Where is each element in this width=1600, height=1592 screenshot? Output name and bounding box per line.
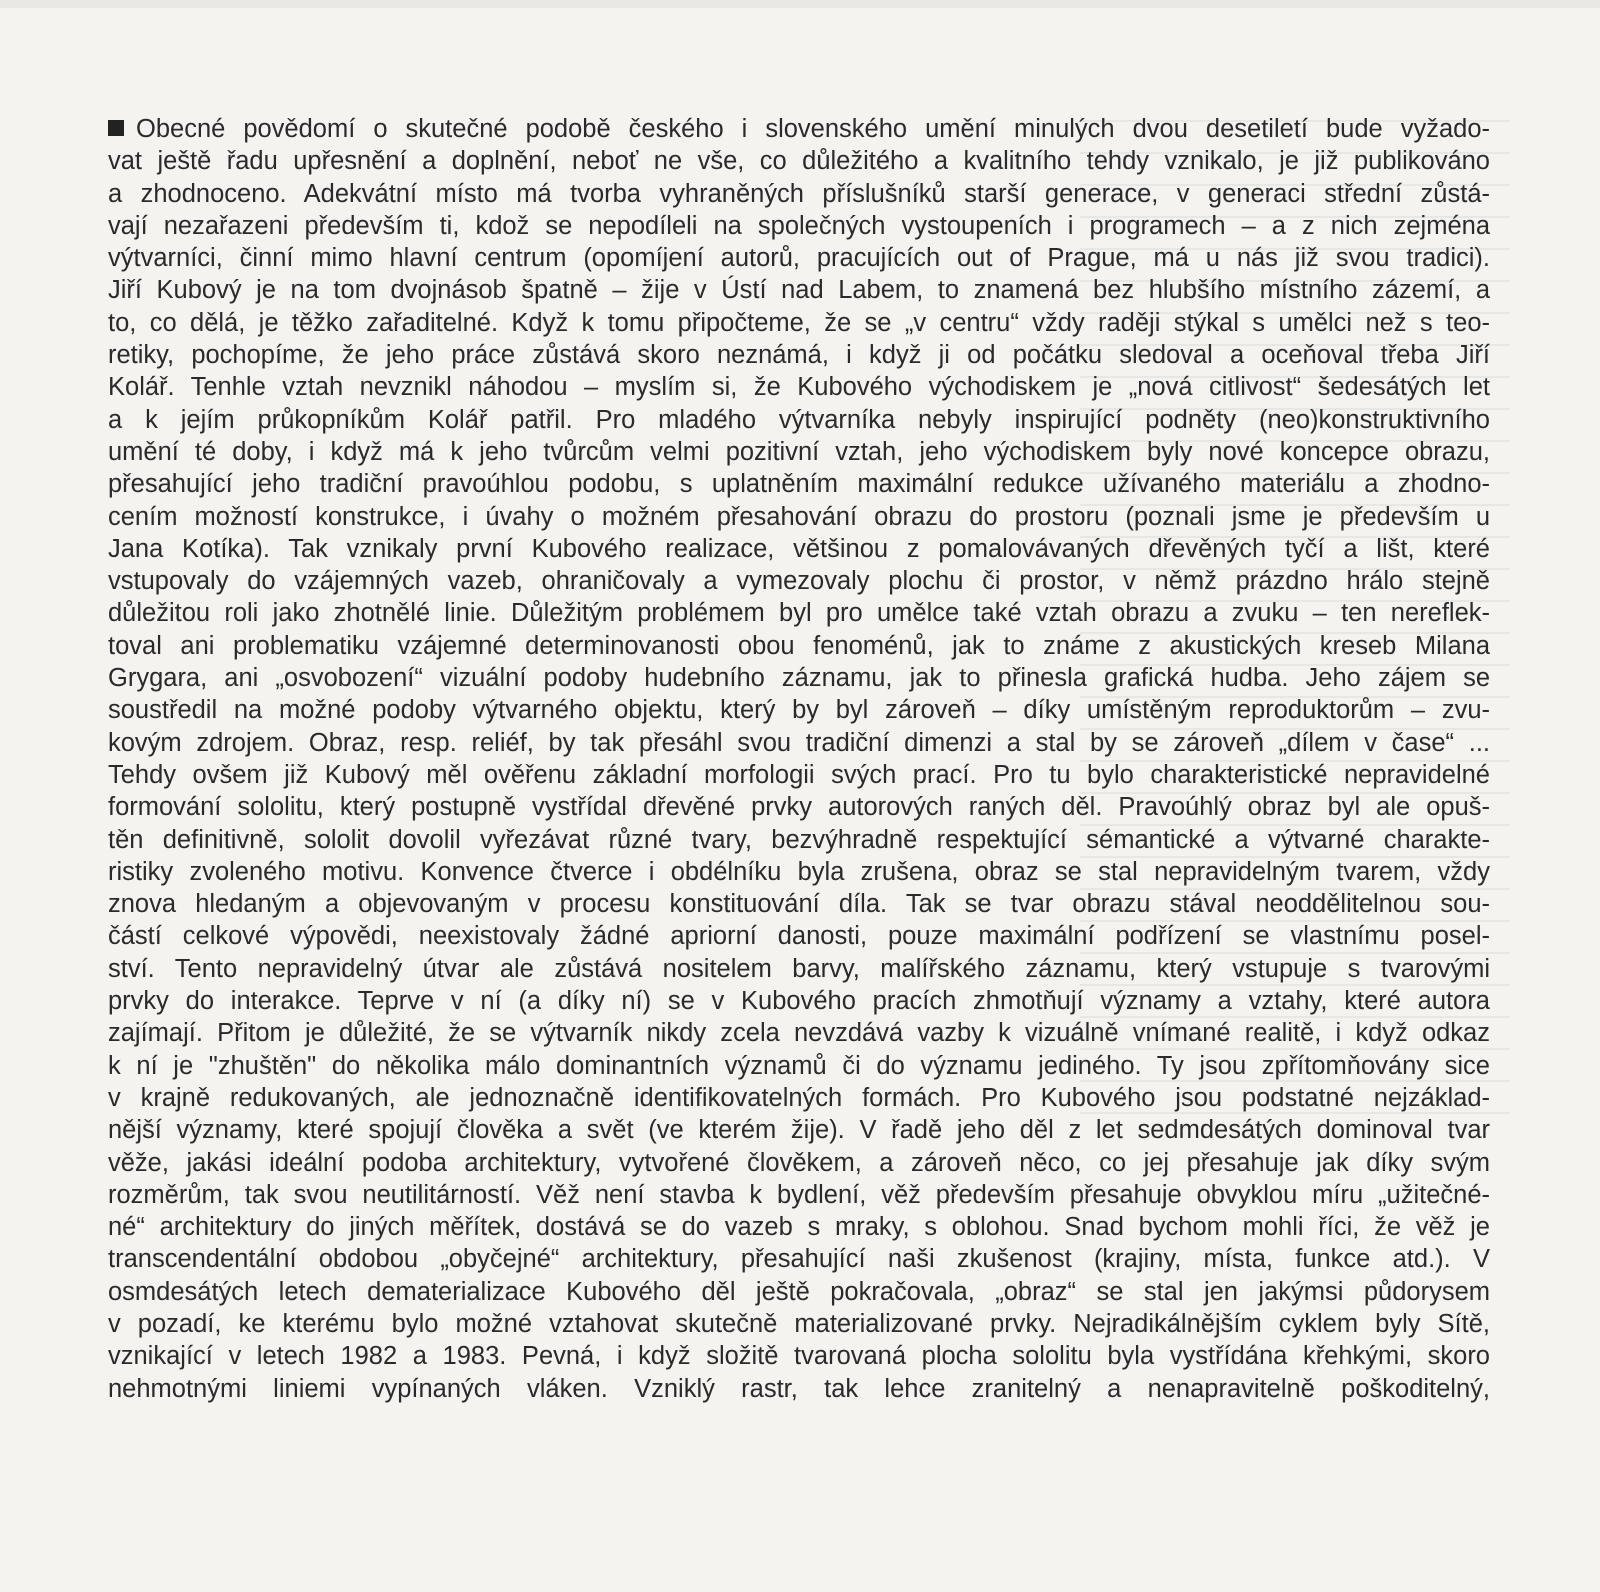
article-line: vají nezařazeni především ti, kdož se nepodíleli na společných vystoupeních i programech – a z nich zejména (108, 211, 1490, 240)
article-line: znova hledaným a objevovaným v procesu konstituování díla. Tak se tvar obrazu stával neoddělitelnou sou- (108, 890, 1490, 919)
article-line: v krajně redukovaných, ale jednoznačně identifikovatelných formách. Pro Kubového jsou podstatné nejzáklad- (108, 1083, 1490, 1112)
article-line: nější významy, které spojují člověka a svět (ve kterém žije). V řadě jeho děl z let sedmdesátých dominoval tvar (108, 1116, 1490, 1145)
article-line: cením možností konstrukce, i úvahy o možném přesahování obrazu do prostoru (poznali jsme je především u (108, 502, 1490, 531)
article-line: ství. Tento nepravidelný útvar ale zůstává nositelem barvy, malířského záznamu, který vstupuje s tvarovými (108, 954, 1490, 983)
square-bullet-icon (108, 120, 124, 136)
article-line: těn definitivně, sololit dovolil vyřezávat různé tvary, bezvýhradně respektující sémantické a výtvarné charakte- (108, 825, 1490, 854)
article-line: výtvarníci, činní mimo hlavní centrum (opomíjení autorů, pracujících out of Prague, má u nás již svou tradici). (108, 244, 1490, 273)
page-top-edge (0, 0, 1600, 8)
article-line: né“ architektury do jiných měřítek, dostává se do vazeb s mraky, s oblohou. Snad bychom mohli říci, že věž je (108, 1213, 1490, 1242)
article-line: vstupovaly do vzájemných vazeb, ohraničovaly a vymezovaly plochu či prostor, v němž prázdno hrálo stejně (108, 567, 1490, 596)
article-line: nehmotnými liniemi vypínaných vláken. Vzniklý rastr, tak lehce zranitelný a nenapravitelně poškoditelný, (108, 1374, 1490, 1403)
article-line: osmdesátých letech dematerializace Kubového děl ještě pokračovala, „obraz“ se stal jen jakýmsi půdorysem (108, 1277, 1490, 1306)
article-line: Jiří Kubový je na tom dvojnásob špatně – žije v Ústí nad Labem, to znamená bez hlubšího místního zázemí, a (108, 276, 1490, 305)
article-line: formování sololitu, který postupně vystřídal dřevěné prvky autorových raných děl. Pravoúhlý obraz byl ale opuš- (108, 793, 1490, 822)
article-line: kovým zdrojem. Obraz, resp. reliéf, by tak přesáhl svou tradiční dimenzi a stal by se zároveň „dílem v čase“ ... (108, 728, 1490, 757)
article-line: ristiky zvoleného motivu. Konvence čtverce i obdélníku byla zrušena, obraz se stal nepravidelným tvarem, vždy (108, 857, 1490, 886)
article-line: Tehdy ovšem již Kubový měl ověřenu základní morfologii svých prací. Pro tu bylo charakteristické nepravidelné (108, 760, 1490, 789)
article-line: soustředil na možné podoby výtvarného objektu, který by byl zároveň – díky umístěným reproduktorům – zvu- (108, 696, 1490, 725)
article-line: transcendentální obdobou „obyčejné“ architektury, přesahující naši zkušenost (krajiny, místa, funkce atd.). V (108, 1245, 1490, 1274)
article-line: důležitou roli jako zhotnělé linie. Důležitým problémem byl pro umělce také vztah obrazu a zvuku – ten nereflek- (108, 599, 1490, 628)
article-line: vznikající v letech 1982 a 1983. Pevná, i když složitě tvarovaná plocha sololitu byla vystřídána křehkými, skoro (108, 1342, 1490, 1371)
article-line: k ní je "zhuštěn" do několika málo dominantních významů či do významu jediného. Ty jsou zpřítomňovány sice (108, 1051, 1490, 1080)
article-line: přesahující jeho tradiční pravoúhlou podobu, s uplatněním maximální redukce užívaného materiálu a zhodno- (108, 470, 1490, 499)
article-line: věže, jakási ideální podoba architektury, vytvořené člověkem, a zároveň něco, co jej přesahuje jak díky svým (108, 1148, 1490, 1177)
article-line: to, co dělá, je těžko zařaditelné. Když k tomu připočteme, že se „v centru“ vždy raději stýkal s umělci než s teo- (108, 308, 1490, 337)
article-line: a k jejím průkopníkům Kolář patřil. Pro mladého výtvarníka nebyly inspirující podněty (neo)konstruktivního (108, 405, 1490, 434)
article-line: prvky do interakce. Teprve v ní (a díky ní) se v Kubového pracích zhmotňují významy a vztahy, které autora (108, 987, 1490, 1016)
article-line: a zhodnoceno. Adekvátní místo má tvorba vyhraněných příslušníků starší generace, v generaci střední zůstá- (108, 179, 1490, 208)
article-line: v pozadí, ke kterému bylo možné vztahovat skutečně materializované prvky. Nejradikálnějším cyklem byly Sítě, (108, 1309, 1490, 1338)
article-line: rozměrům, tak svou neutilitárností. Věž není stavba k bydlení, věž především přesahuje obvyklou míru „užitečné- (108, 1180, 1490, 1209)
article-line: umění té doby, i když má k jeho tvůrcům velmi pozitivní vztah, jeho východiskem byly nové koncepce obrazu, (108, 437, 1490, 466)
article-line: Obecné povědomí o skutečné podobě českého i slovenského umění minulých dvou desetiletí bude vyžado- (108, 113, 1490, 145)
article-line: Kolář. Tenhle vztah nevznikl náhodou – myslím si, že Kubového východiskem je „nová citlivost“ šedesátých let (108, 373, 1490, 402)
article-body (108, 113, 1490, 1405)
article-line: částí celkové výpovědi, neexistovaly žádné apriorní danosti, pouze maximální podřízení se vlastnímu posel- (108, 922, 1490, 951)
article-line: Jana Kotíka). Tak vznikaly první Kubového realizace, většinou z pomalovávaných dřevěných tyčí a lišt, které (108, 534, 1490, 563)
article-line: toval ani problematiku vzájemné determinovanosti obou fenoménů, jak to známe z akustických kreseb Milana (108, 631, 1490, 660)
article-line: zajímají. Přitom je důležité, že se výtvarník nikdy zcela nevzdává vazby k vizuálně vnímané realitě, i když odkaz (108, 1019, 1490, 1048)
article-line: Grygara, ani „osvobození“ vizuální podoby hudebního záznamu, jak to přinesla grafická hudba. Jeho zájem se (108, 664, 1490, 693)
article-line: vat ještě řadu upřesnění a doplnění, neboť ne vše, co důležitého a kvalitního tehdy vznikalo, je již publikováno (108, 147, 1490, 176)
article-line: retiky, pochopíme, že jeho práce zůstává skoro neznámá, i když ji od počátku sledoval a oceňoval třeba Jiří (108, 341, 1490, 370)
